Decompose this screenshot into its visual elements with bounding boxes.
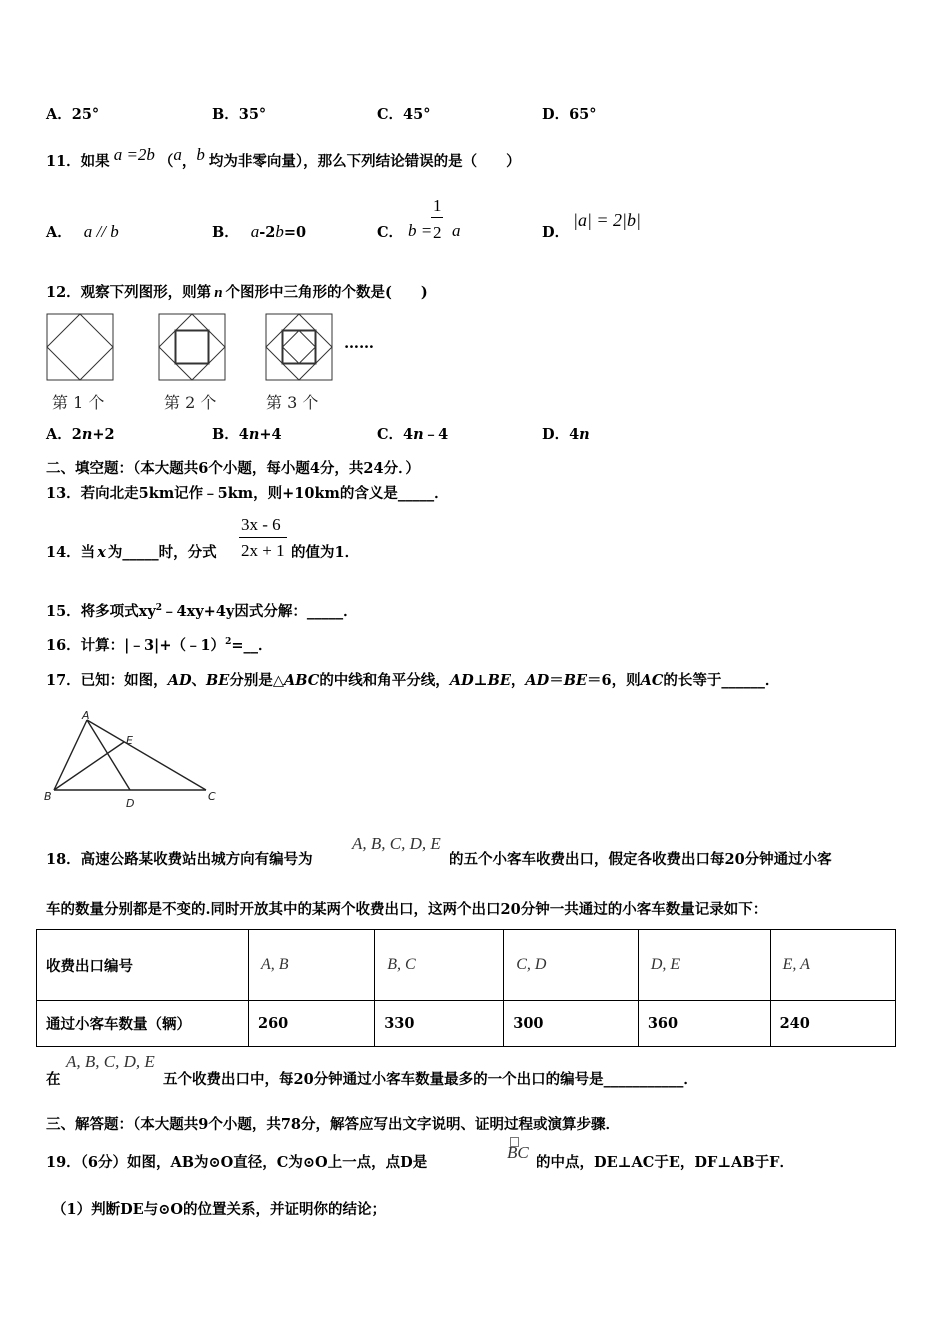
q19-arc-bc: BC — [507, 1143, 529, 1162]
q11-option-d-label: D． — [542, 224, 570, 241]
q14-numerator: 3x - 6 — [241, 515, 281, 534]
q19-subquestion-1: （1）判断DE与⊙O的位置关系，并证明你的结论； — [52, 1201, 386, 1218]
q14-denominator: 2x + 1 — [241, 541, 285, 560]
table-header-cell: A, B — [249, 930, 375, 1001]
q10-option-a: A．25° — [46, 106, 100, 123]
q11-option-b: B． a-2b=0 — [212, 222, 307, 241]
median-ad — [87, 720, 130, 790]
q12-figure-3 — [266, 314, 332, 380]
q11-option-d-math: |a| = 2|b| — [573, 210, 641, 230]
q11-stem: 11．如果 a =2b （a，b 均为非零向量），那么下列结论错误的是（ ） — [46, 145, 521, 170]
q18-stem-2: 的五个小客车收费出口，假定各收费出口每20分钟通过小客 — [449, 851, 832, 868]
q11-fraction-bar — [431, 217, 443, 218]
q12-figures — [40, 308, 350, 388]
q18-stem-3: 车的数量分别都是不变的.同时开放其中的某两个收费出口，这两个出口20分钟一共通过的小客车数量记录如下： — [46, 901, 768, 918]
q12-figure-label-2: 第 2 个 — [164, 393, 217, 412]
q15: 15．将多项式$xy^2﹣4xy+4y$因式分解：_____． — [46, 603, 358, 620]
bisector-be — [54, 742, 124, 790]
table-header-cell: C, D — [504, 930, 639, 1001]
table-row — [37, 1001, 896, 1047]
section-2-heading: 二、填空题：（本大题共6个小题，每小题4分，共24分．） — [46, 460, 420, 477]
q11-option-c-den: 2 — [433, 223, 442, 242]
q14-stem-left: 14．当 x 为_____时，分式 — [46, 544, 217, 561]
q12-option-d: D．4n — [542, 426, 590, 443]
q18-exit-labels: A, B, C, D, E — [352, 834, 441, 853]
q12-stem: 12．观察下列图形，则第 n 个图形中三角形的个数是( ) — [46, 284, 428, 301]
table-header-label: 收费出口编号 — [37, 930, 249, 1001]
table-row — [37, 930, 896, 1001]
table-cell: 240 — [770, 1001, 895, 1047]
q19-stem-2: 的中点，DE⊥AC于E，DF⊥AB于F． — [536, 1154, 794, 1171]
q11-option-c-lhs: b = — [408, 221, 433, 240]
q13: 13．若向北走5km记作﹣5km，则+10km的含义是_____． — [46, 485, 449, 502]
table-row-label: 通过小客车数量（辆） — [37, 1001, 249, 1047]
label-d: D — [126, 797, 135, 810]
q19-stem-1: 19．（6分）如图，AB为⊙O直径，C为⊙O上一点，点D是 — [46, 1154, 428, 1171]
q12-option-a: A．2n+2 — [46, 426, 115, 443]
label-e: E — [126, 734, 133, 747]
section-3-heading: 三、解答题：（本大题共9个小题，共78分，解答应写出文字说明、证明过程或演算步骤． — [46, 1116, 621, 1133]
q14-stem-right: 的值为1． — [291, 544, 360, 561]
q11-option-a: A． a // b — [46, 222, 119, 241]
q12-figure-1 — [47, 314, 113, 380]
q12-figure-label-3: 第 3 个 — [266, 393, 319, 412]
table-cell: 360 — [638, 1001, 770, 1047]
q17-triangle-diagram — [40, 708, 230, 813]
q10-option-d: D．65° — [542, 106, 597, 123]
table-cell: 300 — [504, 1001, 639, 1047]
table-cell: 330 — [375, 1001, 504, 1047]
table-header-cell: D, E — [638, 930, 770, 1001]
q18-table — [36, 929, 896, 1047]
q18-stem-1: 18．高速公路某收费站出城方向有编号为 — [46, 851, 313, 868]
q18-exit-labels-2: A, B, C, D, E — [66, 1052, 155, 1071]
q12-ellipsis: …… — [344, 334, 374, 352]
q16: 16．计算：|﹣3|+（﹣1）$^2$=__． — [46, 637, 273, 654]
q12-figure-label-1: 第 1 个 — [52, 393, 105, 412]
label-b: B — [44, 790, 52, 803]
q14-fraction-bar — [239, 537, 287, 538]
q11-option-c-label: C． — [377, 224, 404, 241]
q11-option-c-rhs: a — [452, 221, 461, 240]
table-header-cell: B, C — [375, 930, 504, 1001]
q10-option-c: C．45° — [377, 106, 431, 123]
q12-option-b: B．4n+4 — [212, 426, 282, 443]
q12-option-c: C．4n﹣4 — [377, 426, 449, 443]
q11-option-c-num: 1 — [433, 196, 442, 215]
table-cell: 260 — [249, 1001, 375, 1047]
q10-option-b: B．35° — [212, 106, 267, 123]
q18-question-prefix: 在 — [46, 1071, 61, 1088]
q17-stem: 17．已知：如图，AD、BE分别是△ABC的中线和角平分线，AD⊥BE，AD＝BE＝6，则AC的长等于______． — [46, 672, 780, 689]
q12-figure-2 — [159, 314, 225, 380]
table-header-cell: E, A — [770, 930, 895, 1001]
label-c: C — [208, 790, 216, 803]
label-a: A — [82, 709, 90, 722]
q18-question: 五个收费出口中，每20分钟通过小客车数量最多的一个出口的编号是___________． — [163, 1071, 698, 1088]
